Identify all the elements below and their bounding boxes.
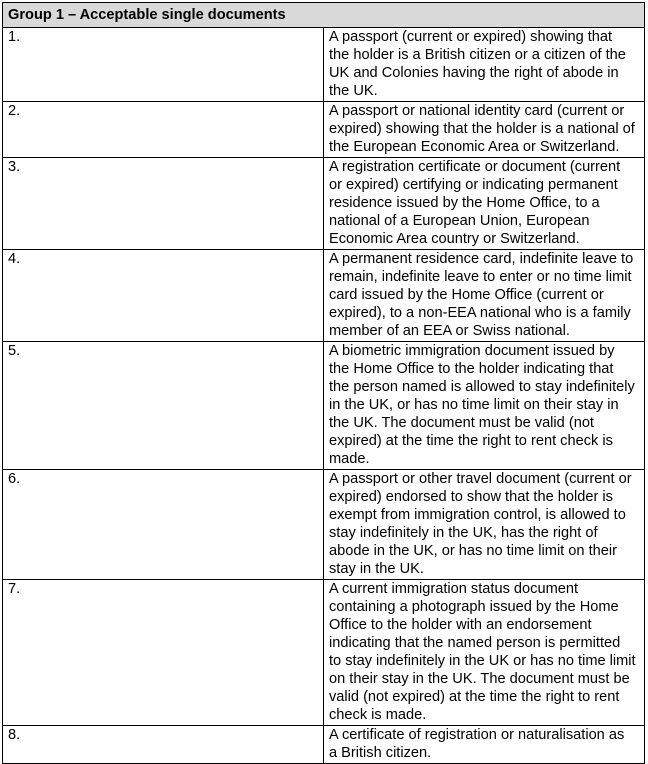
row-number: 7. — [3, 580, 324, 726]
table-header: Group 1 – Acceptable single documents — [3, 3, 645, 28]
table-row — [3, 580, 645, 726]
row-text: A passport (current or expired) showing that the holder is a British citizen or a citizen of the UK and Colonies having the right of abode in the UK. — [324, 28, 645, 102]
row-number: 5. — [3, 342, 324, 470]
row-text: A passport or national identity card (current or expired) showing that the holder is a national of the European Economic Area or Switzerland. — [324, 102, 645, 158]
row-number: 3. — [3, 158, 324, 250]
table-header-row — [3, 3, 645, 28]
documents-table — [2, 2, 645, 764]
row-number: 2. — [3, 102, 324, 158]
row-text: A permanent residence card, indefinite leave to remain, indefinite leave to enter or no time limit card issued by the Home Office (current or expired), to a non-EEA national who is a family member of an EEA or Swiss national. — [324, 250, 645, 342]
table-row — [3, 28, 645, 102]
row-number: 4. — [3, 250, 324, 342]
table-row — [3, 102, 645, 158]
table-row — [3, 250, 645, 342]
table-row — [3, 158, 645, 250]
row-number: 6. — [3, 470, 324, 580]
row-text: A certificate of registration or naturalisation as a British citizen. — [324, 726, 645, 764]
row-text: A passport or other travel document (current or expired) endorsed to show that the holder is exempt from immigration control, is allowed to stay indefinitely in the UK, has the right of abode in the UK, or has no time limit on their stay in the UK. — [324, 470, 645, 580]
row-text: A registration certificate or document (current or expired) certifying or indicating permanent residence issued by the Home Office, to a national of a European Union, European Economic Area country or Switzerland. — [324, 158, 645, 250]
table-row — [3, 342, 645, 470]
row-number: 8. — [3, 726, 324, 764]
table-row — [3, 726, 645, 764]
row-text: A current immigration status document containing a photograph issued by the Home Office to the holder with an endorsement indicating that the named person is permitted to stay indefinitely in the UK or has no time limit on their stay in the UK. The document must be valid (not expired) at the time the right to rent check is made. — [324, 580, 645, 726]
table-row — [3, 470, 645, 580]
row-number: 1. — [3, 28, 324, 102]
row-text: A biometric immigration document issued by the Home Office to the holder indicating that the person named is allowed to stay indefinitely in the UK, or has no time limit on their stay in the UK. The document must be valid (not expired) at the time the right to rent check is made. — [324, 342, 645, 470]
